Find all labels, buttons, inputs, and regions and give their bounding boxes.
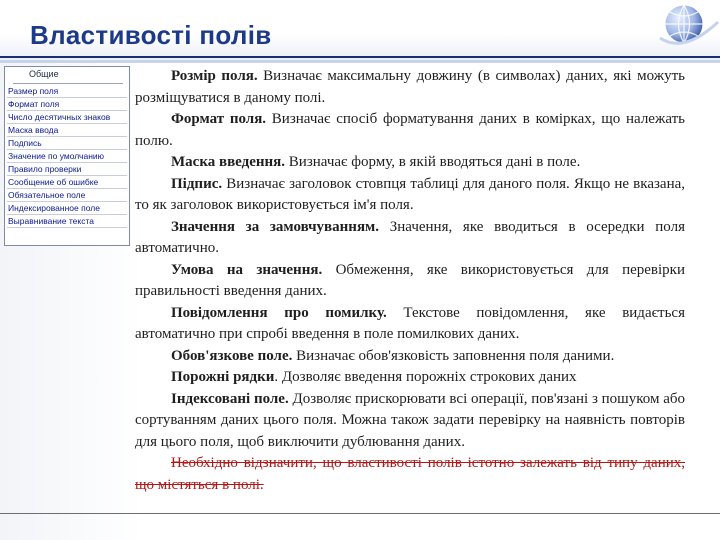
term-caption: Підпис. [171, 175, 223, 192]
paragraph-input-mask [135, 152, 685, 174]
description-default-value: Значення, яке вводиться в осередки поля автоматично. [135, 218, 685, 256]
paragraph-field-size [135, 66, 685, 109]
property-item-input-mask[interactable]: Маска ввода [7, 124, 127, 137]
property-item-decimal-places[interactable]: Число десятичных знаков [7, 111, 127, 124]
term-required: Обов'язкове поле. [171, 347, 293, 364]
tab-general-label: Общие [29, 69, 59, 79]
description-validation-text: Текстове повідомлення, яке видається автоматично при спробі введення в поле помилкових даних. [135, 304, 685, 342]
paragraph-required [135, 346, 685, 368]
description-validation-rule: Обмеження, яке використовується для перевірки правильності введення даних. [135, 261, 686, 299]
slide-title: Властивості полів [30, 20, 272, 50]
description-allow-empty: . Дозволяє введення порожніх строкових даних [274, 369, 577, 385]
term-field-size: Розмір поля. [171, 68, 258, 84]
note-data-type-dependency: Необхідно відзначити, що властивості полів істотно залежать від типу даних, що містяться в полі. [135, 455, 685, 493]
property-item-validation-rule[interactable]: Правило проверки [7, 163, 127, 176]
field-properties-description [135, 66, 685, 496]
field-properties-panel [4, 66, 130, 246]
paragraph-caption [135, 174, 685, 217]
term-input-mask: Маска введення. [171, 154, 286, 170]
field-properties-list [7, 85, 127, 228]
description-field-size: Визначає максимальну довжину (в символах) даних, які можуть розміщуватися в даному полі. [135, 68, 685, 106]
property-item-caption[interactable]: Подпись [7, 137, 127, 150]
property-item-field-format[interactable]: Формат поля [7, 98, 127, 111]
description-field-format: Визначає спосіб форматування даних в комірках, що належать полю. [135, 111, 685, 149]
term-indexed: Індексовані поле. [171, 390, 289, 407]
description-caption: Визначає заголовок стовпця таблиці для даного поля. Якщо не вказана, то як заголовок використовується ім'я поля. [135, 175, 685, 213]
paragraph-allow-empty [135, 367, 685, 389]
bottom-divider [0, 513, 720, 514]
term-field-format: Формат поля. [171, 111, 267, 127]
paragraph-validation-text [135, 303, 685, 346]
property-item-validation-text[interactable]: Сообщение об ошибке [7, 176, 127, 189]
property-item-indexed[interactable]: Индексированное поле [7, 202, 127, 215]
property-item-default-value[interactable]: Значение по умолчанию [7, 150, 127, 163]
term-validation-rule: Умова на значення. [171, 261, 323, 278]
description-indexed: Дозволяє прискорювати всі операції, пов'язані з пошуком або сортуванням даних цього поля. Можна також задати перевірку на наявність повторів для цього поля, щоб виключити дублювання даних. [135, 390, 685, 450]
title-divider [0, 56, 720, 58]
paragraph-default-value [135, 217, 685, 260]
term-validation-text: Повідомлення про помилку. [171, 304, 387, 321]
term-default-value: Значення за замовчуванням. [171, 218, 380, 235]
paragraph-validation-rule [135, 260, 685, 303]
property-item-required[interactable]: Обязательное поле [7, 189, 127, 202]
description-required: Визначає обов'язковість заповнення поля даними. [292, 347, 615, 364]
paragraph-indexed [135, 389, 685, 454]
term-allow-empty: Порожні рядки [171, 369, 275, 385]
tab-general[interactable] [13, 67, 123, 84]
property-item-field-size[interactable]: Размер поля [7, 85, 127, 98]
description-input-mask: Визначає форму, в якій вводяться дані в поле. [285, 154, 581, 170]
globe-logo-icon [640, 2, 720, 62]
paragraph-field-format [135, 109, 685, 152]
property-item-text-align[interactable]: Выравнивание текста [7, 215, 127, 228]
